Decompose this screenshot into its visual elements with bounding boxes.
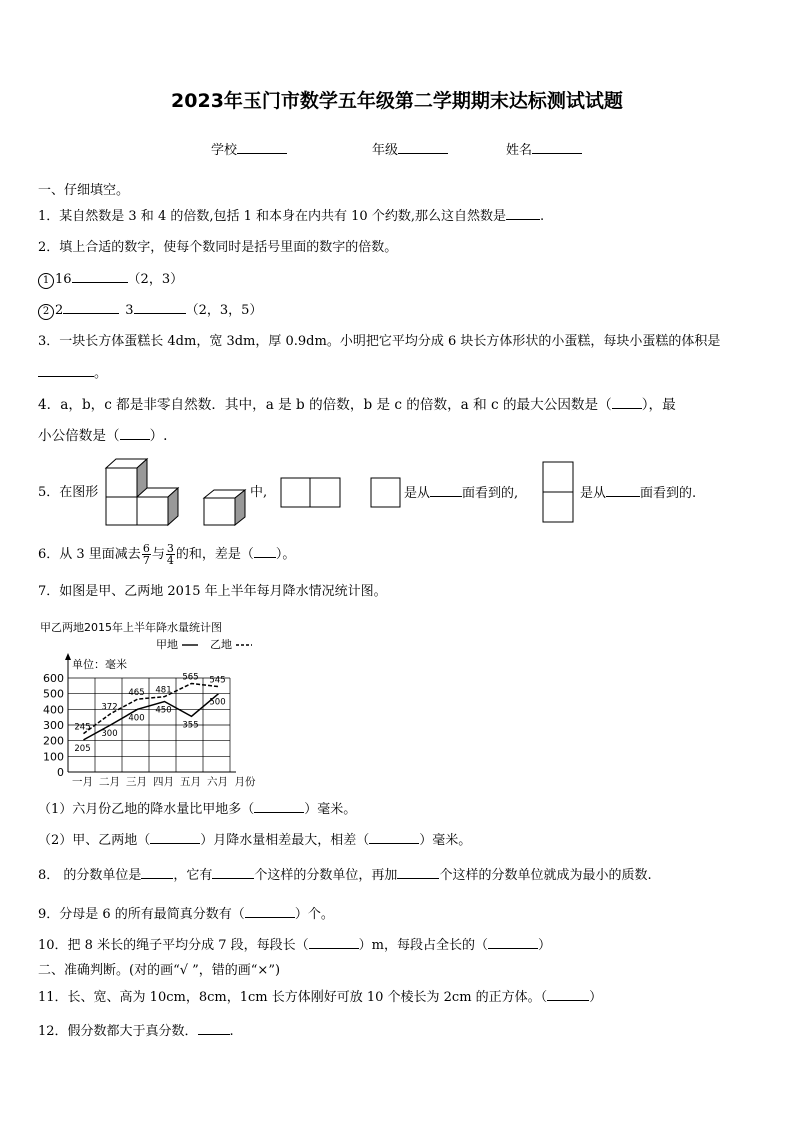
x-tick-label: 二月	[99, 776, 120, 788]
answer-blank	[369, 831, 419, 844]
view-stacked-squares	[542, 461, 576, 523]
data-label: 481	[155, 685, 172, 696]
view-square	[281, 478, 310, 507]
legend-item-label: 甲地	[156, 638, 178, 651]
question-10: 10．把 8 米长的绳子平均分成 7 段，每段长（ ）m，每段占全长的（ ）	[38, 938, 551, 953]
y-tick-label: 400	[43, 703, 64, 717]
question-5-view-2: 是从 面看到的.	[580, 486, 697, 501]
answer-blank	[63, 301, 119, 314]
view-square	[543, 462, 573, 492]
x-tick-label: 一月	[72, 776, 93, 788]
circled-number: 1	[38, 273, 54, 289]
chart-labels	[43, 672, 256, 788]
section-1-heading: 一、仔细填空。	[38, 183, 130, 198]
data-label: 300	[101, 729, 118, 739]
x-axis-label: 月份	[234, 776, 256, 788]
y-tick-label: 200	[43, 734, 64, 748]
name-field: 姓名	[506, 139, 582, 158]
view-one-square	[370, 477, 402, 509]
question-7: 7．如图是甲、乙两地 2015 年上半年每月降水情况统计图。	[38, 584, 387, 599]
y-tick-label: 0	[57, 766, 64, 779]
question-11: 11．长、宽、高为 10cm，8cm，1cm 长方体刚好可放 10 个棱长为 2cm 的正方体。（ ）	[38, 990, 603, 1005]
data-label: 465	[128, 688, 145, 699]
answer-blank	[150, 831, 200, 844]
x-tick-label: 四月	[153, 776, 174, 788]
y-tick-label: 300	[43, 719, 64, 732]
fraction: $\frac{3}{4}$	[166, 542, 174, 567]
view-two-squares	[280, 477, 342, 509]
question-2-sub-1: 1 16 （2，3）	[38, 270, 183, 289]
answer-blank	[72, 270, 128, 283]
answer-blank	[612, 396, 642, 409]
single-cube-figure	[202, 488, 248, 528]
data-label: 245	[74, 722, 91, 733]
view-square	[543, 492, 573, 522]
chart-title: 甲乙两地2015年上半年降水量统计图	[40, 621, 222, 634]
data-label: 450	[155, 705, 172, 716]
answer-blank	[430, 484, 462, 497]
answer-blank	[397, 866, 439, 879]
y-axis-arrow	[65, 653, 71, 660]
y-axis-label: 单位：毫米	[72, 658, 127, 671]
page-title: 2023年玉门市数学五年级第二学期期末达标测试试题	[171, 90, 623, 112]
fraction: $\frac{6}{7}$	[142, 542, 150, 567]
answer-blank	[547, 988, 589, 1001]
answer-blank	[245, 905, 295, 918]
question-4: 4．a，b，c 都是非零自然数．其中，a 是 b 的倍数，b 是 c 的倍数，a 和 c 的最大公因数是（ ），最	[38, 397, 676, 413]
question-8: 8． 的分数单位是 ，它有 个这样的分数单位，再加 个这样的分数单位就成为最小的质数.	[38, 868, 652, 883]
data-label: 355	[182, 720, 199, 731]
question-2: 2．填上合适的数字，使每个数同时是括号里面的数字的倍数。	[38, 240, 398, 255]
x-tick-label: 五月	[180, 776, 201, 788]
question-9: 9．分母是 6 的所有最简真分数有（ ）个。	[38, 907, 334, 922]
answer-blank	[212, 866, 254, 879]
cube-front-face	[106, 468, 137, 497]
question-2-sub-2: 2 2 3 （2，3，5）	[38, 301, 262, 320]
school-blank	[237, 141, 287, 154]
answer-blank	[506, 207, 540, 220]
grade-blank	[398, 141, 448, 154]
answer-blank	[309, 936, 359, 949]
cube-front-face	[137, 497, 168, 525]
rainfall-chart	[30, 618, 270, 788]
data-label: 500	[209, 697, 226, 708]
data-label: 400	[128, 713, 145, 724]
view-square	[310, 478, 340, 507]
question-7-sub-2: （2）甲、乙两地（ ）月降水量相差最大，相差（ ）毫米。	[38, 833, 472, 848]
answer-blank	[254, 800, 304, 813]
question-1: 1．某自然数是 3 和 4 的倍数,包括 1 和本身在内共有 10 个约数,那么这自然数是 .	[38, 209, 545, 224]
question-4-line-2: 小公倍数是（ ）.	[38, 428, 168, 444]
cube-front-face	[106, 497, 137, 525]
section-2-heading: 二、准确判断。(对的画“√ ”，错的画“×”)	[38, 963, 281, 978]
data-label: 565	[182, 672, 199, 683]
chart-legend	[156, 637, 252, 651]
view-square	[371, 478, 400, 507]
data-label: 372	[101, 702, 118, 713]
cube-front-face	[204, 498, 235, 525]
answer-blank	[198, 1022, 230, 1035]
y-tick-label: 100	[43, 750, 64, 764]
grade-field: 年级	[372, 139, 448, 158]
question-6: 6．从 3 里面减去 $\frac{6}{7}$ 与 $\frac{3}{4}$ 的和，差是（ ）。	[38, 542, 296, 567]
answer-blank	[120, 427, 150, 440]
question-12: 12．假分数都大于真分数． .	[38, 1024, 234, 1039]
question-5-view-1: 是从 面看到的,	[404, 486, 519, 501]
x-tick-label: 六月	[207, 776, 228, 788]
answer-blank	[141, 866, 173, 879]
data-label: 205	[74, 743, 91, 754]
question-5-prefix: 5．在图形	[38, 485, 99, 500]
x-tick-label: 三月	[126, 776, 147, 788]
school-field: 学校	[211, 139, 287, 158]
question-3-line-2: 。	[38, 364, 107, 383]
question-3: 3．一块长方体蛋糕长 4dm，宽 3dm，厚 0.9dm。小明把它平均分成 6 块长方体形状的小蛋糕，每块小蛋糕的体积是	[38, 334, 721, 349]
answer-blank	[488, 936, 538, 949]
legend-item-label: 乙地	[210, 638, 232, 651]
answer-blank	[38, 364, 94, 377]
answer-blank	[134, 301, 186, 314]
answer-blank	[606, 484, 640, 497]
question-7-sub-1: （1）六月份乙地的降水量比甲地多（ ）毫米。	[38, 802, 357, 817]
cube-figure	[104, 457, 182, 527]
question-5-mid: 中,	[250, 485, 268, 500]
name-blank	[532, 141, 582, 154]
data-label: 545	[209, 675, 226, 686]
y-tick-label: 500	[43, 687, 64, 701]
circled-number: 2	[38, 304, 54, 320]
answer-blank	[254, 545, 276, 558]
y-tick-label: 600	[43, 672, 64, 685]
